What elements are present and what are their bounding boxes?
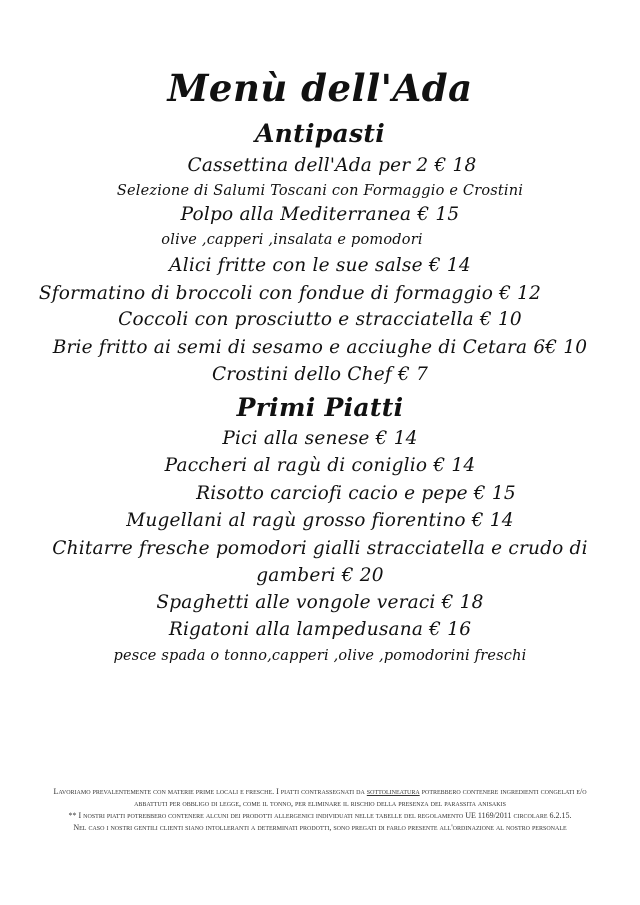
- menu-item-pici: Pici alla senese € 14: [222, 428, 418, 449]
- menu-item-alici: Alici fritte con le sue salse € 14: [169, 255, 471, 276]
- menu-item-spaghetti: Spaghetti alle vongole veraci € 18: [156, 592, 484, 613]
- menu-item-sformatino: Sformatino di broccoli con fondue di formaggio € 12: [38, 283, 542, 304]
- menu-item-rigatoni: Rigatoni alla lampedusana € 16: [168, 619, 472, 640]
- footer-notice-ingredients: [40, 786, 600, 810]
- menu-item-chitarre-continued: gamberi € 20: [256, 565, 384, 586]
- menu-item-coccoli: Coccoli con prosciutto e stracciatella € 10: [118, 309, 522, 330]
- menu-item-risotto: Risotto carciofi cacio e pepe € 15: [196, 483, 516, 504]
- section-heading-antipasti: Antipasti: [254, 119, 386, 148]
- item-description-rigatoni: pesce spada o tonno,capperi ,olive ,pomodorini freschi: [113, 648, 527, 664]
- menu-item-paccheri: Paccheri al ragù di coniglio € 14: [164, 455, 476, 476]
- allergen-notice: [40, 786, 600, 834]
- menu-item-polpo: Polpo alla Mediterranea € 15: [180, 204, 460, 225]
- footer-text: Lavoriamo prevalentemente con materie prime locali e fresche. I piatti contrassegnati da: [53, 787, 367, 796]
- menu-item-cassettina: Cassettina dell'Ada per 2 € 18: [187, 155, 477, 176]
- menu-item-chitarre: Chitarre fresche pomodori gialli stracciatella e crudo di: [52, 538, 588, 559]
- menu-item-crostini: Crostini dello Chef € 7: [211, 364, 429, 385]
- menu-item-mugellani: Mugellani al ragù grosso fiorentino € 14: [126, 510, 514, 531]
- menu-item-brie: Brie fritto ai semi di sesamo e acciughe di Cetara 6€ 10: [52, 337, 588, 358]
- footer-notice-intolerances: Nel caso i nostri gentili clienti siano intolleranti a determinati prodotti, sono pregati di farlo presente all'ordinazione al nostro personale: [73, 823, 567, 832]
- menu-title: Menù dell'Ada: [167, 66, 473, 110]
- footer-underlined-word: sottolineatura: [366, 787, 420, 796]
- item-description-cassettina: Selezione di Salumi Toscani con Formaggio e Crostini: [116, 183, 524, 199]
- footer-notice-allergens: ** I nostri piatti potrebbero contenere alcuni dei prodotti allergenici individuati nelle tabelle del regolamento UE 1169/2011 circolare 6.2.15.: [68, 811, 572, 820]
- section-heading-primi-piatti: Primi Piatti: [236, 393, 404, 422]
- item-description-polpo: olive ,capperi ,insalata e pomodori: [161, 232, 423, 248]
- footer-text: potrebbero contenere ingredienti congelati e/o abbattuti per obbligo di legge, come il tonno, per eliminare il rischio della presenza del parassita anisakis: [134, 787, 587, 808]
